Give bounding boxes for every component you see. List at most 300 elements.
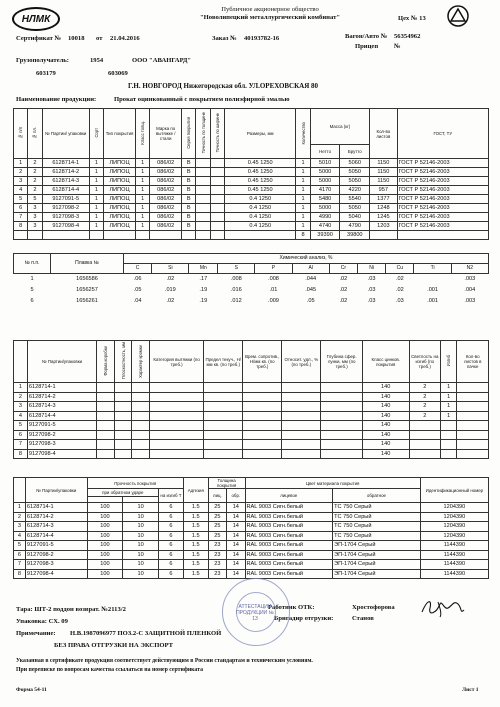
empty-cell xyxy=(321,392,363,402)
batch-cell: 6128714-1 xyxy=(42,159,89,168)
batch-cell: 5 xyxy=(14,195,28,204)
element-ni: Ni xyxy=(358,264,386,274)
chemistry-cell: .003 xyxy=(464,297,476,304)
empty-cell xyxy=(457,402,489,412)
order-number: 40193782-16 xyxy=(244,35,280,42)
mechanical-cell: 1 xyxy=(14,383,28,393)
batch-row xyxy=(14,213,489,222)
empty-cell xyxy=(282,449,321,459)
coating-cell: 1 xyxy=(14,503,26,513)
th-coating-type: Тип покрытия xyxy=(104,109,136,159)
batch-cell xyxy=(196,177,210,186)
empty-cell xyxy=(132,411,150,421)
coating-cell: 9127098-3 xyxy=(25,560,87,570)
wagon-label: Вагон/Авто № xyxy=(345,33,388,40)
batch-cell: 9127091-5 xyxy=(42,195,89,204)
mechanical-cell: 1 xyxy=(441,402,457,412)
th-melt: Плавка № xyxy=(51,254,124,274)
batch-cell: 1 xyxy=(296,195,310,204)
batch-cell: В xyxy=(182,168,196,177)
empty-cell xyxy=(457,449,489,459)
batch-cell: 1245 xyxy=(370,213,397,222)
mechanical-cell: 9127098-4 xyxy=(27,449,96,459)
mechanical-row xyxy=(14,430,489,440)
coating-cell: 10 xyxy=(123,550,159,560)
chemistry-table xyxy=(13,253,489,307)
batch-cell: 9127098-4 xyxy=(42,222,89,231)
batch-total-row xyxy=(14,231,489,240)
batch-table xyxy=(13,108,489,240)
chemistry-cell: .001 xyxy=(427,286,439,293)
batch-cell: 1 xyxy=(135,213,149,222)
legal-line-2: При переписке по вопросам качества ссылаться на номер сертификата xyxy=(16,667,203,673)
th-chem-np: № п.п. xyxy=(14,254,51,274)
empty-cell xyxy=(282,440,321,450)
coating-cell: 23 xyxy=(208,541,226,551)
batch-cell: ЛИПОЦ xyxy=(104,168,136,177)
empty-cell xyxy=(321,449,363,459)
batch-cell: 2 xyxy=(28,168,42,177)
mechanical-cell: 1 xyxy=(441,383,457,393)
postal-code-1: 603179 xyxy=(36,70,56,77)
mechanical-row xyxy=(14,402,489,412)
coating-cell: TC 750 Серый xyxy=(333,503,421,513)
mechanical-cell: 1 xyxy=(441,411,457,421)
batch-cell: 0.45 1250 xyxy=(224,177,295,186)
coating-cell: 1144390 xyxy=(420,541,488,551)
coating-row xyxy=(14,512,489,522)
th-quantity: Количество xyxy=(300,121,306,145)
th-c-thick: Толщина покрытия xyxy=(208,478,245,489)
empty-cell xyxy=(114,421,132,431)
legal-line-1: Указанная в сертификате продукция соответствует действующим в России стандартам и техническим условиям. xyxy=(16,658,313,664)
batch-cell: 1 xyxy=(89,168,103,177)
empty-cell xyxy=(97,392,115,402)
quality-triangle-icon xyxy=(447,5,469,27)
mechanical-cell: 140 xyxy=(362,383,409,393)
shipper-name: Станов xyxy=(352,615,374,622)
empty-cell xyxy=(204,440,243,450)
empty-cell xyxy=(28,231,42,240)
chemistry-cell: .001 xyxy=(427,297,439,304)
empty-cell xyxy=(204,421,243,431)
product-label: Наименование продукции: xyxy=(16,96,97,103)
batch-cell xyxy=(196,186,210,195)
th-m-zinc: Класс цинков. покрытия xyxy=(362,341,409,383)
batch-cell: ГОСТ Р 52146-2003 xyxy=(397,186,488,195)
coating-cell: 10 xyxy=(123,503,159,513)
batch-cell: 1248 xyxy=(370,204,397,213)
batch-cell: 4990 xyxy=(310,213,340,222)
batch-cell: 1150 xyxy=(370,177,397,186)
batch-cell: 3 xyxy=(14,177,28,186)
batch-cell: 7 xyxy=(14,213,28,222)
coating-cell: 7 xyxy=(14,560,26,570)
coating-table xyxy=(13,477,489,579)
batch-cell: 1 xyxy=(296,213,310,222)
coating-cell: 6 xyxy=(158,522,183,532)
total-gross: 39800 xyxy=(340,231,370,240)
chemistry-cell: .03 xyxy=(367,286,376,293)
sheet-number: Лист 1 xyxy=(462,687,479,693)
batch-cell: В xyxy=(182,213,196,222)
batch-cell: 1 xyxy=(135,204,149,213)
th-m-form: Форма коробки xyxy=(102,346,108,376)
element-mn: Mn xyxy=(189,264,218,274)
batch-cell: 1 xyxy=(89,222,103,231)
batch-cell: ГОСТ Р 52146-2003 xyxy=(397,168,488,177)
empty-cell xyxy=(150,440,204,450)
coating-row xyxy=(14,550,489,560)
empty-cell xyxy=(132,440,150,450)
empty-cell xyxy=(457,383,489,393)
form-number: Форма 54-11 xyxy=(16,687,47,693)
coating-cell: 1204390 xyxy=(420,503,488,513)
batch-row xyxy=(14,195,489,204)
batch-cell: 086/02 xyxy=(150,222,182,231)
empty-cell xyxy=(104,231,136,240)
coating-cell: ЭП-1704 Серый xyxy=(333,560,421,570)
chemistry-cell: .008 xyxy=(268,276,279,283)
batch-row xyxy=(14,186,489,195)
batch-cell: 5000 xyxy=(310,204,340,213)
coating-cell: 9127098-4 xyxy=(25,569,87,579)
batch-cell: ЛИПОЦ xyxy=(104,204,136,213)
element-cu: Cu xyxy=(386,264,414,274)
batch-cell xyxy=(210,204,224,213)
chemistry-cell: .012 xyxy=(230,297,242,304)
chemistry-cell: .05 xyxy=(133,286,142,293)
coating-cell: 100 xyxy=(87,531,123,541)
batch-cell: ЛИПОЦ xyxy=(104,195,136,204)
empty-cell xyxy=(397,231,488,240)
batch-cell: 1 xyxy=(296,168,310,177)
batch-cell: 4220 xyxy=(340,186,370,195)
batch-cell: 0.4 1250 xyxy=(224,222,295,231)
mechanical-cell: 8 xyxy=(14,449,28,459)
empty-cell xyxy=(457,411,489,421)
th-m-bend: Изгиб xyxy=(446,355,452,367)
th-sort: Сорт xyxy=(93,128,99,138)
th-m-pack: Кол-во листов в пачке xyxy=(457,341,489,383)
coating-cell: 14 xyxy=(227,541,245,551)
coating-cell: 2 xyxy=(14,512,26,522)
th-size: Размеры, мм xyxy=(224,109,295,159)
empty-cell xyxy=(204,430,243,440)
empty-cell xyxy=(114,449,132,459)
coating-cell: RAL 9003 Сигн.белый xyxy=(245,560,333,570)
mechanical-cell: 6 xyxy=(14,430,28,440)
th-c-impact: при обратном ударе xyxy=(87,489,158,497)
empty-cell xyxy=(97,449,115,459)
coating-cell: TC 750 Серый xyxy=(333,522,421,532)
chemistry-cell: .009 xyxy=(268,297,279,304)
empty-cell xyxy=(135,231,149,240)
coating-cell: 6128714-4 xyxy=(25,531,87,541)
coating-cell: 14 xyxy=(227,569,245,579)
chemistry-cell: 5 xyxy=(30,286,34,293)
empty-cell xyxy=(282,421,321,431)
empty-cell xyxy=(282,402,321,412)
th-mass: Масса (кг) xyxy=(310,109,369,145)
mechanical-cell xyxy=(441,449,457,459)
coating-cell: 6128714-3 xyxy=(25,522,87,532)
mechanical-cell: 6128714-2 xyxy=(27,392,96,402)
batch-cell: 3 xyxy=(28,213,42,222)
th-thick-accuracy: Точность по толщине xyxy=(200,112,206,154)
batch-cell xyxy=(196,168,210,177)
consignee-name: ООО "АВАНГАРД" xyxy=(132,57,192,64)
batch-cell xyxy=(210,177,224,186)
coating-cell: 23 xyxy=(208,569,226,579)
empty-cell xyxy=(243,383,282,393)
consignee-label: Грузополучатель: xyxy=(16,57,69,64)
batch-cell: 086/02 xyxy=(150,159,182,168)
th-gost: ГОСТ, ТУ xyxy=(397,109,488,159)
empty-cell xyxy=(457,430,489,440)
mechanical-row xyxy=(14,440,489,450)
empty-cell xyxy=(321,440,363,450)
coating-cell: 1144390 xyxy=(420,560,488,570)
batch-cell: В xyxy=(182,222,196,231)
coating-cell: RAL 9003 Сигн.белый xyxy=(245,512,333,522)
mechanical-cell xyxy=(409,430,440,440)
batch-cell: 0.45 1250 xyxy=(224,168,295,177)
coating-cell: 23 xyxy=(208,560,226,570)
cert-label: Сертификат № xyxy=(16,35,62,42)
empty-cell xyxy=(150,411,204,421)
th-m-cup: Глубина сфер. лунки, мм (по треб.) xyxy=(321,341,363,383)
th-m-bendlight: Светлость на изгиб (по треб.) xyxy=(409,341,440,383)
th-grade: Марка по вытяжке / стали xyxy=(150,109,182,159)
mechanical-cell: 6128714-3 xyxy=(27,402,96,412)
total-quantity: 8 xyxy=(296,231,310,240)
product-name: Прокат оцинкованный с покрытием полиэфирной эмалью xyxy=(114,96,290,103)
th-c-bend: на изгиб T xyxy=(158,489,183,503)
chemistry-cell: 1656257 xyxy=(76,286,98,293)
empty-cell xyxy=(114,383,132,393)
batch-cell xyxy=(196,213,210,222)
batch-row xyxy=(14,168,489,177)
coating-cell: 1204390 xyxy=(420,522,488,532)
mechanical-cell: 1 xyxy=(441,392,457,402)
empty-cell xyxy=(243,411,282,421)
batch-cell: 4790 xyxy=(340,222,370,231)
coating-cell: 100 xyxy=(87,569,123,579)
empty-cell xyxy=(321,383,363,393)
batch-cell: 1 xyxy=(296,159,310,168)
mechanical-cell: 2 xyxy=(409,383,440,393)
coating-cell: RAL 9003 Сигн.белый xyxy=(245,522,333,532)
chemistry-cell xyxy=(414,274,451,285)
empty-cell xyxy=(97,383,115,393)
mechanical-cell xyxy=(409,440,440,450)
mechanical-cell xyxy=(441,440,457,450)
th-c-adh: Адгезия xyxy=(183,478,208,503)
batch-cell: 5000 xyxy=(310,168,340,177)
coating-cell: TC 750 Серый xyxy=(333,512,421,522)
shipper-label: Бригадир отгрузки: xyxy=(274,615,334,622)
batch-cell: 0.4 1250 xyxy=(224,195,295,204)
th-sheets: Кол-во листов xyxy=(370,109,397,159)
chemistry-row xyxy=(14,296,489,307)
coating-cell: 1144390 xyxy=(420,569,488,579)
element-ti: Ti xyxy=(414,264,451,274)
coating-cell: 14 xyxy=(227,512,245,522)
empty-cell xyxy=(97,440,115,450)
coating-cell: 100 xyxy=(87,522,123,532)
batch-cell: 2 xyxy=(28,177,42,186)
coating-cell: ЭП-1704 Серый xyxy=(333,569,421,579)
th-m-edge: Характер кромки xyxy=(138,344,144,378)
batch-cell xyxy=(196,159,210,168)
coating-cell: 100 xyxy=(87,503,123,513)
empty-cell xyxy=(97,411,115,421)
batch-cell: 0.45 1250 xyxy=(224,159,295,168)
coating-row xyxy=(14,541,489,551)
coating-cell: 100 xyxy=(87,512,123,522)
chemistry-cell: .01 xyxy=(269,286,278,293)
batch-cell: 1377 xyxy=(370,195,397,204)
empty-cell xyxy=(457,421,489,431)
element-p: P xyxy=(255,264,292,274)
signature-mark xyxy=(418,596,468,618)
coating-cell: 1204390 xyxy=(420,512,488,522)
batch-cell: 5050 xyxy=(340,204,370,213)
batch-cell: 2 xyxy=(14,168,28,177)
batch-cell: 1 xyxy=(296,222,310,231)
coating-cell: RAL 9003 Сигн.белый xyxy=(245,550,333,560)
element-cr: Cr xyxy=(329,264,357,274)
batch-cell: 1 xyxy=(135,222,149,231)
batch-cell: 1 xyxy=(89,177,103,186)
empty-cell xyxy=(204,392,243,402)
empty-cell xyxy=(150,402,204,412)
empty-cell xyxy=(132,402,150,412)
mechanical-cell: 140 xyxy=(362,411,409,421)
batch-cell xyxy=(210,168,224,177)
th-thick-class: Класс толщ. xyxy=(140,121,146,145)
coating-cell: 1.5 xyxy=(183,503,208,513)
th-coating-series: Серия покрытия xyxy=(186,117,192,149)
element-n2: N2 xyxy=(451,264,488,274)
chemistry-cell: .05 xyxy=(306,297,315,304)
coating-cell: 10 xyxy=(123,541,159,551)
th-gross: Брутто xyxy=(340,145,370,159)
chemistry-cell: .02 xyxy=(339,297,348,304)
cert-date: 21.04.2016 xyxy=(110,35,140,42)
batch-cell: 5540 xyxy=(340,195,370,204)
coating-cell: 25 xyxy=(208,522,226,532)
coating-row xyxy=(14,560,489,570)
th-npl: № пл. xyxy=(32,126,38,140)
batch-cell: 0.45 1250 xyxy=(224,186,295,195)
chemistry-cell: .03 xyxy=(367,276,376,283)
batch-cell: 6 xyxy=(14,204,28,213)
empty-cell xyxy=(196,231,210,240)
chemistry-cell: .19 xyxy=(199,286,208,293)
chemistry-cell: .06 xyxy=(133,276,142,283)
batch-cell: 086/02 xyxy=(150,168,182,177)
batch-cell: ЛИПОЦ xyxy=(104,159,136,168)
batch-cell: 1 xyxy=(135,195,149,204)
empty-cell xyxy=(282,411,321,421)
batch-row xyxy=(14,204,489,213)
batch-cell: 5000 xyxy=(310,177,340,186)
empty-cell xyxy=(210,231,224,240)
empty-cell xyxy=(282,392,321,402)
nlmk-logo xyxy=(12,7,60,31)
mechanical-cell: 7 xyxy=(14,440,28,450)
chemistry-cell: .02 xyxy=(395,276,404,283)
th-m-batch: № Партии/упаковки xyxy=(27,341,96,383)
batch-cell: 1 xyxy=(89,213,103,222)
batch-cell: 086/02 xyxy=(150,186,182,195)
mechanical-row xyxy=(14,421,489,431)
empty-cell xyxy=(114,411,132,421)
chemistry-cell: .003 xyxy=(464,276,476,283)
batch-cell: 3 xyxy=(28,222,42,231)
empty-cell xyxy=(150,421,204,431)
coating-row xyxy=(14,531,489,541)
element-c: C xyxy=(124,264,152,274)
empty-cell xyxy=(114,392,132,402)
empty-cell xyxy=(243,440,282,450)
coating-cell: 14 xyxy=(227,503,245,513)
empty-cell xyxy=(182,231,196,240)
empty-cell xyxy=(457,440,489,450)
coating-cell: 6 xyxy=(158,512,183,522)
tara-text: Тара: ШТ-2 поддон возврат. №2113/2 xyxy=(16,606,126,613)
coating-cell: 10 xyxy=(123,522,159,532)
th-c-back: обратное xyxy=(333,489,421,503)
mechanical-row xyxy=(14,449,489,459)
coating-cell: 1.5 xyxy=(183,522,208,532)
batch-cell: 1150 xyxy=(370,159,397,168)
empty-cell xyxy=(282,430,321,440)
mechanical-cell: 9127091-5 xyxy=(27,421,96,431)
mechanical-cell: 5 xyxy=(14,421,28,431)
empty-cell xyxy=(321,402,363,412)
batch-cell: 8 xyxy=(14,222,28,231)
batch-cell: ЛИПОЦ xyxy=(104,186,136,195)
shop-number: Цех № 13 xyxy=(398,15,426,22)
empty-cell xyxy=(243,430,282,440)
coating-row xyxy=(14,522,489,532)
batch-cell: 1 xyxy=(89,195,103,204)
consignee-address: Г.Н. НОВГОРОД Нижегородская обл. УЛ.ОРЕХОВСКАЯ 80 xyxy=(128,82,319,90)
coating-cell: 3 xyxy=(14,522,26,532)
batch-cell: В xyxy=(182,195,196,204)
batch-cell: ЛИПОЦ xyxy=(104,213,136,222)
empty-cell xyxy=(132,430,150,440)
th-m-tensile: Врем. сопротив., Н/мм кв. (по треб.) xyxy=(243,341,282,383)
batch-cell: 1 xyxy=(135,186,149,195)
batch-cell: 5040 xyxy=(340,213,370,222)
batch-cell: 4740 xyxy=(310,222,340,231)
chemistry-cell: .02 xyxy=(339,276,348,283)
chemistry-row xyxy=(14,285,489,296)
empty-cell xyxy=(150,231,182,240)
chemistry-cell: 1656261 xyxy=(76,297,98,304)
batch-cell: ЛИПОЦ xyxy=(104,177,136,186)
otk-label: Работник ОТК: xyxy=(268,604,315,611)
chemistry-cell: .19 xyxy=(199,297,208,304)
batch-cell: 2 xyxy=(28,159,42,168)
th-m-flatness: Плоскостность, мм xyxy=(120,342,126,380)
total-net: 39390 xyxy=(310,231,340,240)
batch-cell: 6128714-2 xyxy=(42,168,89,177)
